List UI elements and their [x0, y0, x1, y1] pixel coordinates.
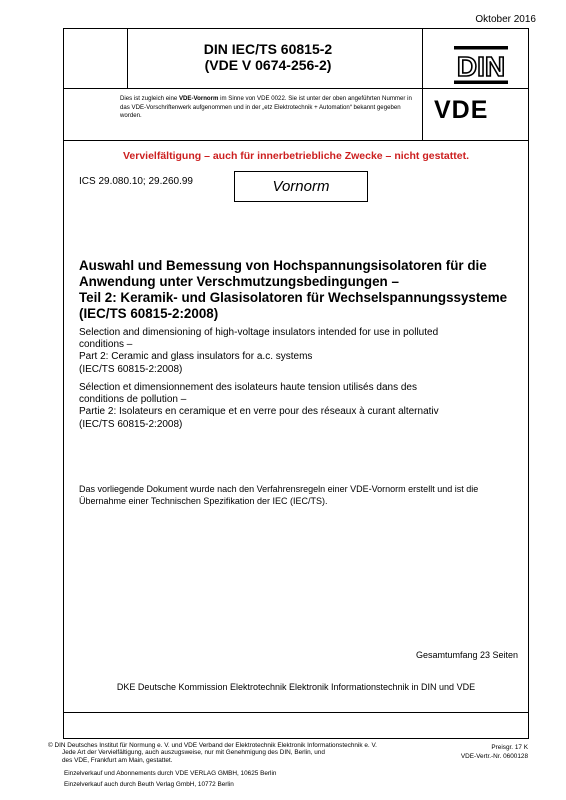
title-de-line: Anwendung unter Verschmutzungsbedingungen –	[79, 274, 399, 289]
order-number: VDE-Vertr.-Nr. 0600128	[460, 753, 528, 760]
vde-note	[120, 95, 420, 121]
ics-code: ICS 29.080.10; 29.260.99	[79, 176, 193, 187]
document-description	[79, 483, 529, 507]
title-english	[79, 327, 529, 376]
title-en-line: Selection and dimensioning of high-voltage insulators intended for use in polluted	[79, 327, 439, 338]
issue-date: Oktober 2016	[475, 14, 536, 25]
title-de-line: Teil 2: Keramik- und Glasisolatoren für Wechselspannungssysteme	[79, 290, 508, 305]
title-fr-line: Sélection et dimensionnement des isolateurs haute tension utilisés dans des	[79, 382, 417, 393]
sales-info-beuth: Einzelverkauf auch durch Beuth Verlag GmbH, 10772 Berlin	[64, 781, 234, 788]
title-en-line: Part 2: Ceramic and glass insulators for a.c. systems	[79, 351, 313, 363]
title-en-line: (IEC/TS 60815-2:2008)	[79, 363, 183, 375]
header-divider-1	[63, 88, 529, 89]
doc-type-badge: Vornorm	[234, 171, 368, 202]
total-pages: Gesamtumfang 23 Seiten	[415, 650, 518, 660]
vde-note-text-1: Dies ist zugleich eine	[120, 95, 179, 102]
reproduction-notice: Vervielfältigung – auch für innerbetriebliche Zwecke – nicht gestattet.	[122, 150, 469, 162]
title-german	[79, 258, 529, 322]
din-logo	[454, 46, 508, 84]
sales-info-vde: Einzelverkauf und Abonnements durch VDE VERLAG GMBH, 10625 Berlin	[64, 770, 277, 777]
header-divider-2	[63, 140, 529, 141]
description-line: Das vorliegende Dokument wurde nach den Verfahrensregeln einer VDE-Vornorm erstellt und ist die	[79, 484, 479, 494]
copyright-line: des VDE, Frankfurt am Main, gestattet.	[62, 756, 173, 764]
header-right-divider	[422, 28, 423, 140]
copyright-line: Jede Art der Vervielfältigung, auch auszugsweise, nur mit Genehmigung des DIN, Berlin, und	[62, 749, 325, 757]
description-line: Übernahme einer Technischen Spezifikation der IEC (IEC/TS).	[79, 496, 328, 506]
title-fr-line: conditions de pollution –	[79, 394, 187, 406]
vde-logo: VDE	[434, 96, 489, 124]
copyright-notice	[48, 742, 418, 764]
title-en-line: conditions –	[79, 339, 133, 351]
vde-note-bold: VDE-Vornorm	[178, 95, 219, 102]
price-info	[461, 743, 528, 761]
din-logo-text: DIN	[456, 51, 506, 82]
footer-divider	[63, 712, 529, 713]
standard-number	[128, 41, 408, 73]
price-group: Preisgr. 17 K	[491, 744, 528, 751]
title-de-line: Auswahl und Bemessung von Hochspannungsisolatoren für die	[79, 258, 487, 273]
standard-id: DIN IEC/TS 60815-2	[203, 41, 333, 57]
title-fr-line: Partie 2: Isolateurs en ceramique et en verre pour des réseaux à curant alternativ	[79, 406, 439, 418]
vde-id: (VDE V 0674-256-2)	[204, 57, 332, 73]
copyright-line: © DIN Deutsches Institut für Normung e. V. und VDE Verband der Elektrotechnik Elektronik Informationstechnik e. V.	[48, 742, 377, 749]
title-fr-line: (IEC/TS 60815-2:2008)	[79, 418, 183, 430]
vde-note-text-2: im Sinne von VDE 0022. Sie ist unter der oben angeführten Nummer in das VDE-Vorschriftenwerk aufgenommen und in der „etz Elektrotechnik + Automation“ bekannt gegeben worden.	[120, 95, 412, 119]
title-french	[79, 382, 529, 431]
committee-name: DKE Deutsche Kommission Elektrotechnik Elektronik Informationstechnik in DIN und VDE	[116, 682, 476, 692]
title-de-line: (IEC/TS 60815-2:2008)	[79, 306, 219, 321]
